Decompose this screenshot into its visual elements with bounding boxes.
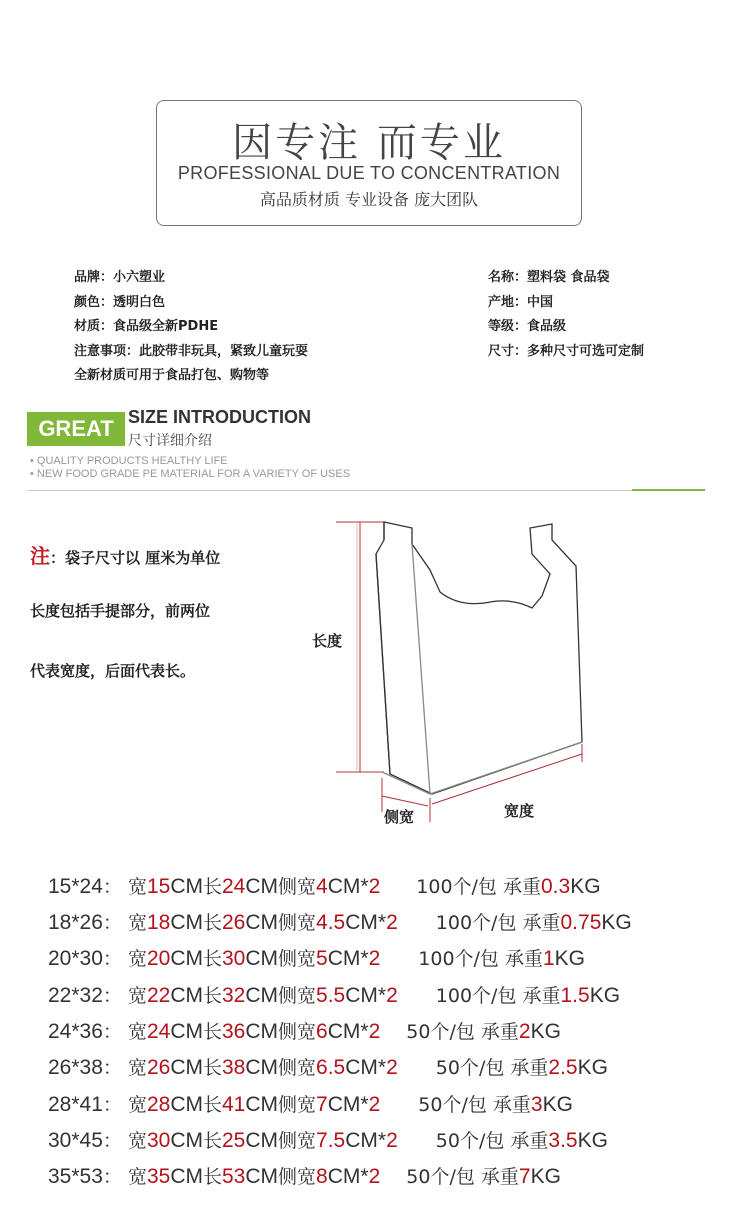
length-value: 25 <box>222 1129 246 1152</box>
length-value: 24 <box>222 875 246 898</box>
multiplier: 2 <box>368 947 381 970</box>
pack-quantity: 50个/包 <box>418 1094 487 1116</box>
separator: ： <box>102 876 128 898</box>
unit: CM <box>245 911 279 934</box>
length-value: 53 <box>222 1165 246 1188</box>
side-label: 侧宽 <box>278 1021 317 1043</box>
separator: ： <box>102 1021 128 1043</box>
side-value: 6.5 <box>316 1056 346 1079</box>
unit: CM* <box>327 875 369 898</box>
load-label: 承重 <box>516 912 561 934</box>
size-code: 28*41 <box>48 1093 103 1116</box>
load-label: 承重 <box>498 948 543 970</box>
unit: CM <box>170 875 203 898</box>
size-row <box>48 1090 573 1117</box>
spec-origin: 产地：中国 <box>488 295 554 310</box>
pack-quantity: 100个/包 <box>435 985 517 1007</box>
size-row <box>48 1053 608 1080</box>
load-value: 0.3 <box>540 875 571 898</box>
multiplier: 2 <box>368 875 381 898</box>
width-value: 35 <box>146 1165 171 1188</box>
separator: ： <box>102 948 128 970</box>
length-label: 长 <box>202 1057 222 1079</box>
width-label: 宽 <box>127 1021 147 1043</box>
pack-quantity: 100个/包 <box>435 912 517 934</box>
note-text: ：袋子尺寸以 厘米为单位 <box>50 549 221 567</box>
length-value: 38 <box>222 1056 246 1079</box>
load-label: 承重 <box>504 1130 549 1152</box>
length-value: 41 <box>222 1093 246 1116</box>
load-value: 3 <box>530 1093 543 1116</box>
side-label: 侧宽 <box>278 876 317 898</box>
side-label: 侧宽 <box>278 912 317 934</box>
side-label: 侧宽 <box>278 1057 317 1079</box>
size-code: 35*53 <box>48 1165 103 1188</box>
section-bullet: • NEW FOOD GRADE PE MATERIAL FOR A VARIETY OF USES <box>30 468 351 480</box>
section-title-cn: 尺寸详细介绍 <box>128 433 212 449</box>
load-label: 承重 <box>474 1021 519 1043</box>
load-value: 0.75 <box>560 911 602 934</box>
load-value: 3.5 <box>548 1129 578 1152</box>
separator: ： <box>102 1130 128 1152</box>
spec-name: 名称：塑料袋 食品袋 <box>488 270 610 285</box>
width-value: 22 <box>146 984 171 1007</box>
unit: KG <box>577 1056 608 1079</box>
length-label: 长 <box>202 1094 222 1116</box>
separator: ： <box>102 1166 128 1188</box>
length-label: 长 <box>202 912 222 934</box>
unit: CM <box>170 947 203 970</box>
divider <box>27 490 705 491</box>
width-label: 宽 <box>127 876 147 898</box>
multiplier: 2 <box>368 1165 381 1188</box>
multiplier: 2 <box>386 984 398 1007</box>
hero-title: 因专注 而专业 <box>232 120 506 166</box>
spec-size: 尺寸：多种尺寸可选可定制 <box>488 344 645 359</box>
size-row <box>48 908 632 935</box>
spec-caution: 注意事项：此胶带非玩具，紧致儿童玩耍 <box>74 344 309 359</box>
unit: CM* <box>327 1165 369 1188</box>
size-row <box>48 1162 561 1189</box>
note-line-2: 长度包括手提部分，前两位 <box>30 602 211 620</box>
side-value: 4 <box>316 875 328 898</box>
size-code: 26*38 <box>48 1056 103 1079</box>
spec-usage: 全新材质可用于食品打包、购物等 <box>74 368 270 383</box>
note-line-3: 代表宽度，后面代表长。 <box>30 662 196 680</box>
side-label: 侧宽 <box>278 985 317 1007</box>
load-label: 承重 <box>474 1166 519 1188</box>
section-bullet: • QUALITY PRODUCTS HEALTHY LIFE <box>30 455 228 467</box>
note-line-1 <box>30 540 220 569</box>
width-label: 宽 <box>127 985 147 1007</box>
unit: CM* <box>327 947 369 970</box>
unit: CM <box>245 875 279 898</box>
length-label: 长 <box>202 1166 222 1188</box>
width-value: 15 <box>146 875 171 898</box>
multiplier: 2 <box>386 1056 398 1079</box>
unit: CM* <box>345 1129 387 1152</box>
width-value: 30 <box>146 1129 171 1152</box>
unit: KG <box>589 984 621 1007</box>
size-code: 22*32 <box>48 984 103 1007</box>
pack-quantity: 50个/包 <box>406 1021 475 1043</box>
spec-brand: 品牌：小六塑业 <box>74 270 166 285</box>
unit: CM <box>245 1093 279 1116</box>
multiplier: 2 <box>368 1020 381 1043</box>
hero-tagline: 高品质材质 专业设备 庞大团队 <box>259 190 479 209</box>
great-badge: GREAT <box>27 412 125 446</box>
width-label: 宽 <box>127 1130 147 1152</box>
side-label: 侧宽 <box>278 1130 317 1152</box>
pack-quantity: 50个/包 <box>435 1130 505 1152</box>
unit: KG <box>601 911 632 934</box>
unit: KG <box>542 1093 573 1116</box>
unit: CM* <box>345 984 387 1007</box>
separator: ： <box>102 912 128 934</box>
length-value: 32 <box>222 984 246 1007</box>
size-row <box>48 1017 561 1044</box>
size-code: 24*36 <box>48 1020 103 1043</box>
note-mark: 注 <box>30 544 50 568</box>
unit: CM <box>245 1129 279 1152</box>
length-label: 长 <box>202 1130 222 1152</box>
length-label: 长度 <box>312 632 343 650</box>
unit: CM <box>170 984 203 1007</box>
unit: CM* <box>345 911 387 934</box>
separator: ： <box>102 1057 128 1079</box>
unit: CM <box>170 1056 203 1079</box>
hero-subtitle-en: PROFESSIONAL DUE TO CONCENTRATION <box>177 163 561 183</box>
size-code: 20*30 <box>48 947 103 970</box>
width-value: 24 <box>146 1020 171 1043</box>
unit: KG <box>530 1020 561 1043</box>
size-row <box>48 981 620 1008</box>
side-value: 7 <box>316 1093 328 1116</box>
unit: CM* <box>345 1056 387 1079</box>
pack-quantity: 50个/包 <box>435 1057 505 1079</box>
side-value: 4.5 <box>316 911 346 934</box>
unit: CM <box>170 1129 203 1152</box>
size-row <box>48 944 585 971</box>
bag-diagram <box>320 510 620 840</box>
spec-material: 材质：食品级全新PDHE <box>74 319 219 334</box>
unit: CM <box>170 1165 203 1188</box>
side-label: 侧宽 <box>278 948 317 970</box>
side-value: 5.5 <box>316 984 346 1007</box>
pack-quantity: 100个/包 <box>416 876 497 898</box>
load-label: 承重 <box>504 1057 549 1079</box>
unit: CM <box>245 1056 279 1079</box>
length-value: 30 <box>222 947 246 970</box>
unit: CM <box>245 1165 279 1188</box>
size-row <box>48 872 601 899</box>
multiplier: 2 <box>386 1129 398 1152</box>
side-value: 6 <box>316 1020 328 1043</box>
width-label: 宽度 <box>504 802 535 820</box>
separator: ： <box>102 985 128 1007</box>
side-label: 侧宽 <box>278 1166 317 1188</box>
unit: KG <box>570 875 601 898</box>
unit: KG <box>577 1129 608 1152</box>
unit: KG <box>554 947 586 970</box>
width-label: 宽 <box>127 1094 147 1116</box>
size-code: 30*45 <box>48 1129 103 1152</box>
pack-quantity: 100个/包 <box>418 948 499 970</box>
side-label: 侧宽 <box>278 1094 317 1116</box>
unit: CM <box>170 1093 203 1116</box>
unit: CM* <box>327 1020 369 1043</box>
size-code: 15*24 <box>48 875 103 898</box>
length-label: 长 <box>202 1021 222 1043</box>
unit: CM <box>170 1020 203 1043</box>
length-value: 26 <box>222 911 246 934</box>
spec-grade: 等级：食品级 <box>488 319 567 334</box>
bullet-text: NEW FOOD GRADE PE MATERIAL FOR A VARIETY OF USES <box>36 468 351 480</box>
side-width-label: 侧宽 <box>384 808 415 826</box>
bullet-text: QUALITY PRODUCTS HEALTHY LIFE <box>36 455 228 467</box>
load-value: 7 <box>518 1165 531 1188</box>
spec-color: 颜色：透明白色 <box>74 295 166 310</box>
divider-accent <box>632 489 705 491</box>
unit: CM* <box>327 1093 369 1116</box>
unit: CM <box>245 984 279 1007</box>
unit: CM <box>245 1020 279 1043</box>
length-label: 长 <box>202 985 222 1007</box>
unit: CM <box>245 947 279 970</box>
width-label: 宽 <box>127 1166 147 1188</box>
section-title-en: SIZE INTRODUCTION <box>128 407 311 427</box>
width-label: 宽 <box>127 1057 147 1079</box>
load-value: 1 <box>542 947 555 970</box>
load-label: 承重 <box>516 985 561 1007</box>
size-code: 18*26 <box>48 911 103 934</box>
width-value: 28 <box>146 1093 171 1116</box>
load-label: 承重 <box>486 1094 531 1116</box>
width-value: 20 <box>146 947 171 970</box>
side-value: 5 <box>316 947 328 970</box>
multiplier: 2 <box>368 1093 381 1116</box>
multiplier: 2 <box>386 911 398 934</box>
length-label: 长 <box>202 948 222 970</box>
load-label: 承重 <box>496 876 541 898</box>
size-row <box>48 1126 608 1153</box>
unit: KG <box>530 1165 561 1188</box>
side-value: 8 <box>316 1165 328 1188</box>
load-value: 1.5 <box>560 984 590 1007</box>
load-value: 2.5 <box>548 1056 578 1079</box>
side-value: 7.5 <box>316 1129 346 1152</box>
length-value: 36 <box>222 1020 246 1043</box>
unit: CM <box>170 911 203 934</box>
width-value: 26 <box>146 1056 171 1079</box>
hero-box <box>156 100 582 226</box>
pack-quantity: 50个/包 <box>406 1166 475 1188</box>
length-label: 长 <box>202 876 222 898</box>
separator: ： <box>102 1094 128 1116</box>
width-label: 宽 <box>127 912 147 934</box>
load-value: 2 <box>518 1020 531 1043</box>
width-label: 宽 <box>127 948 147 970</box>
width-value: 18 <box>146 911 171 934</box>
